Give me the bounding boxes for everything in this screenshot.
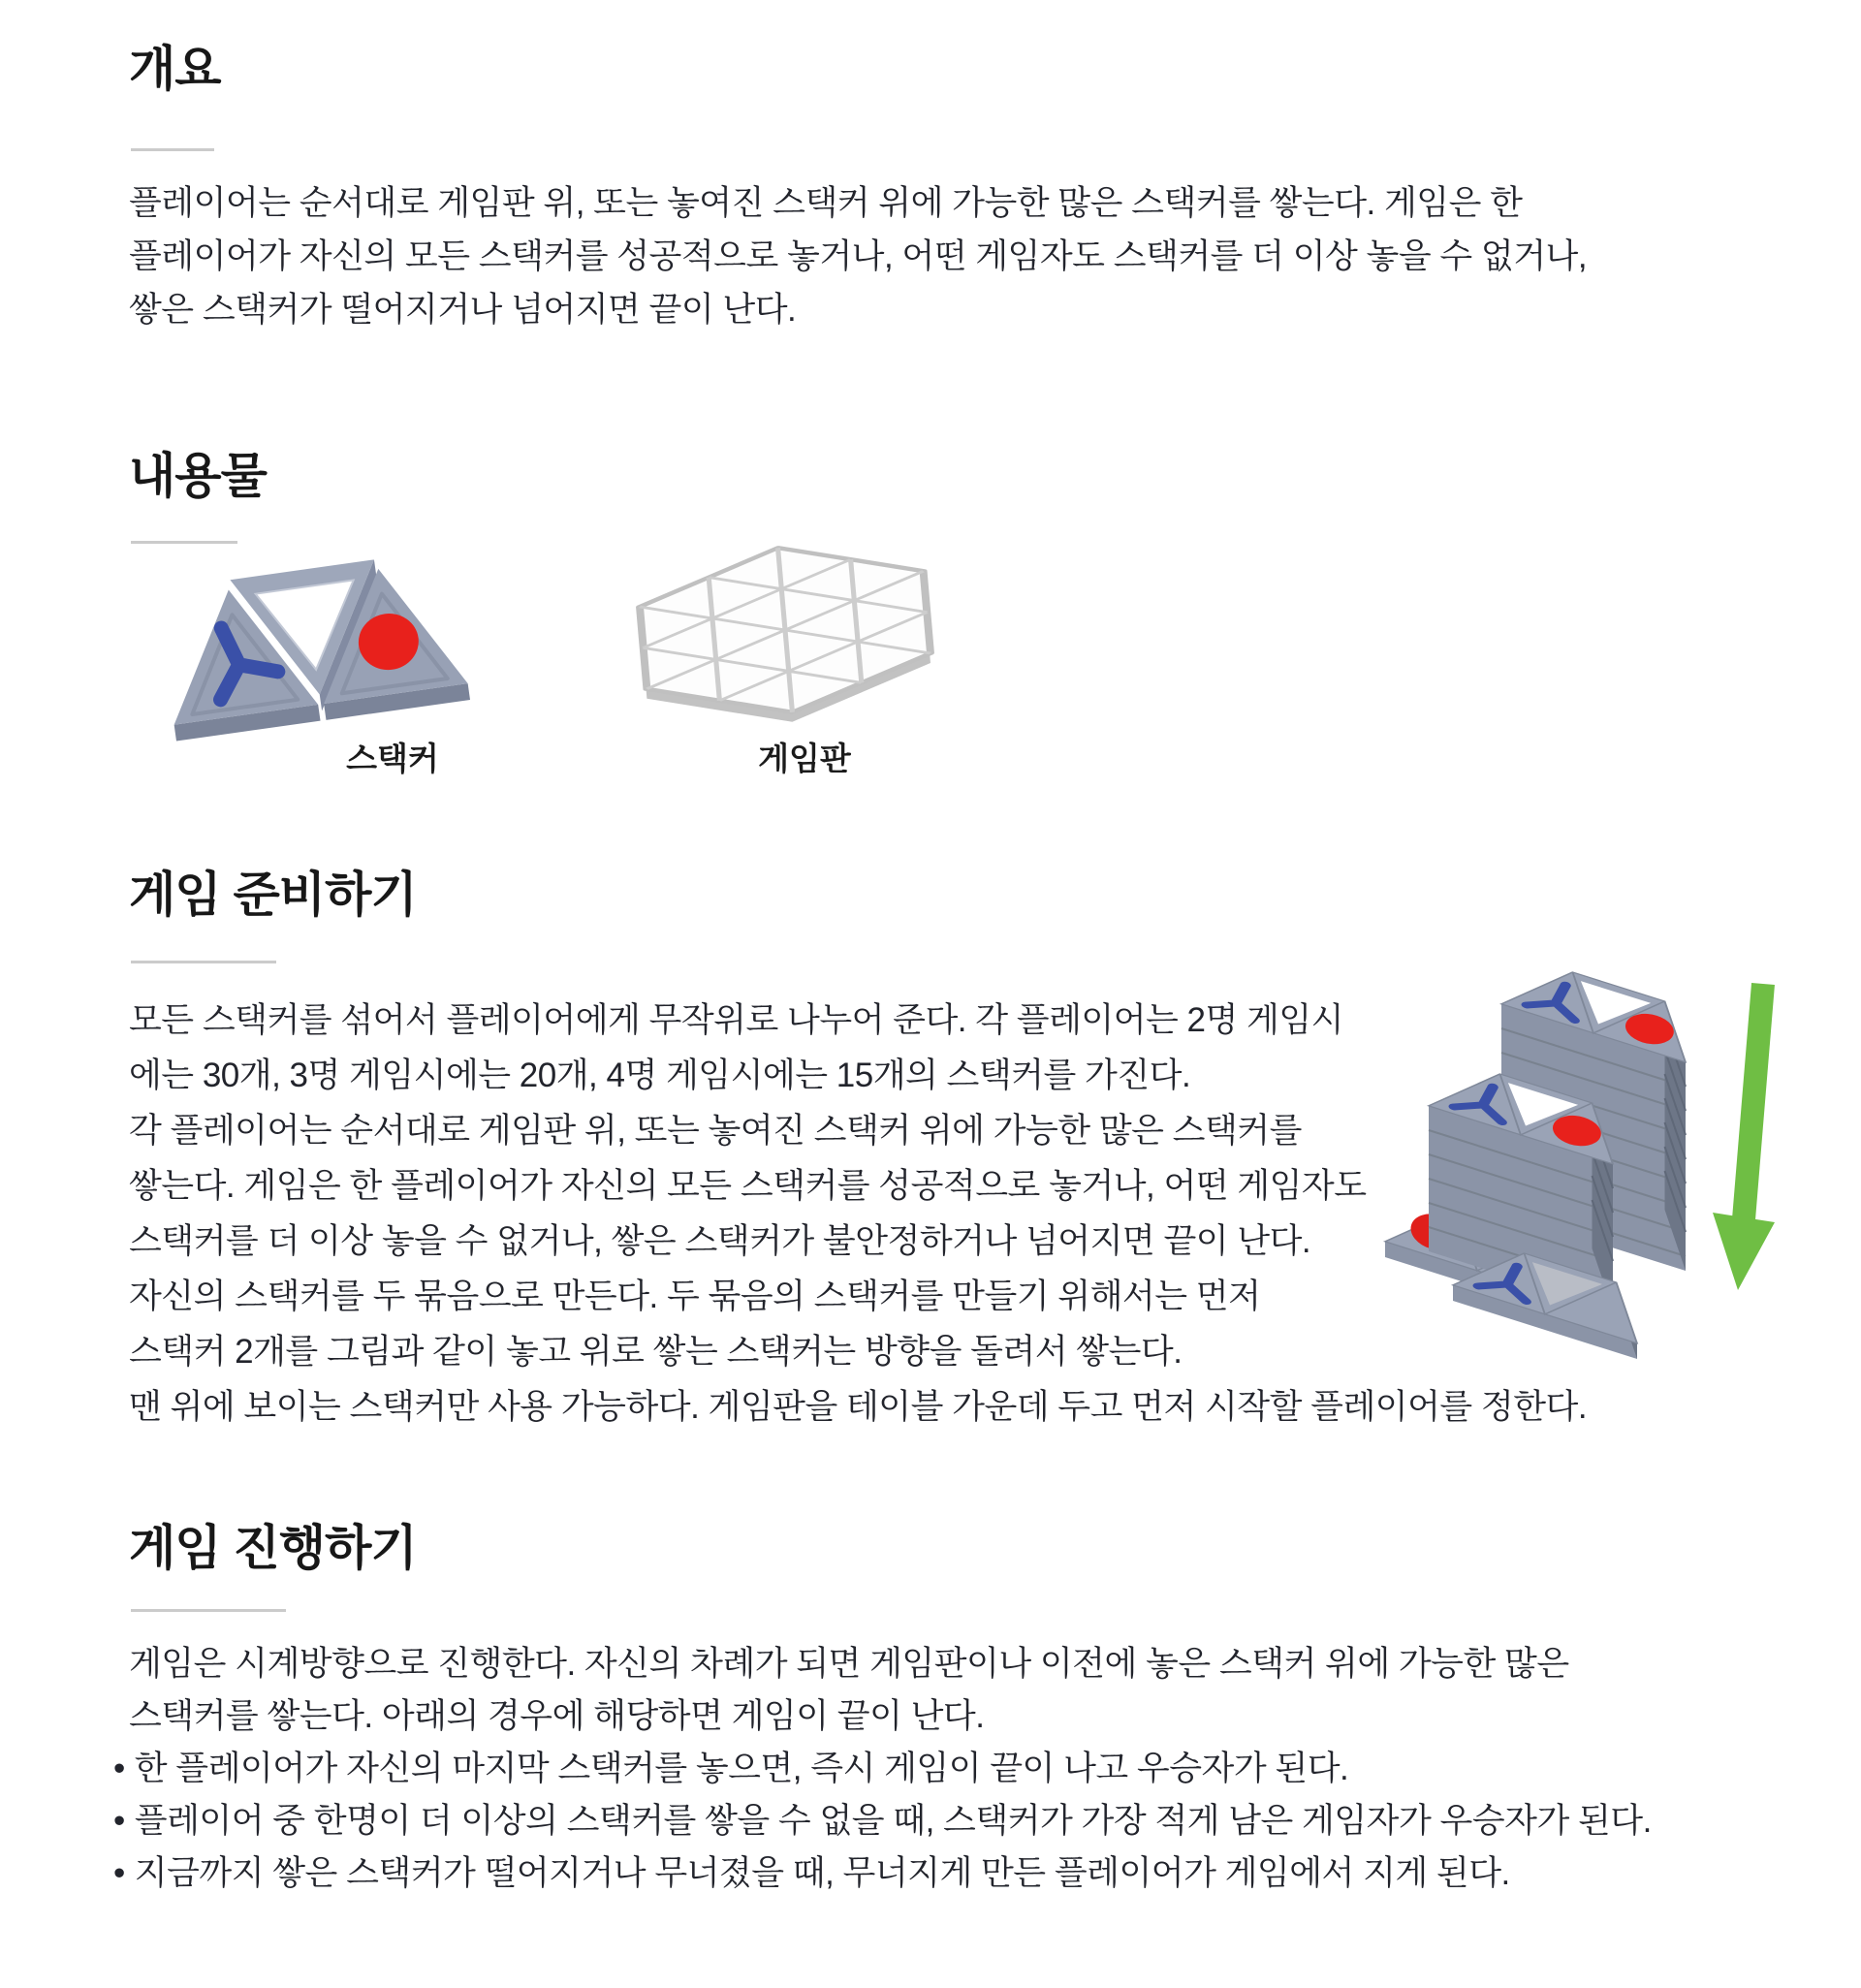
setup-line: 스택커 2개를 그림과 같이 놓고 위로 쌓는 스택커는 방향을 돌려서 쌓는다. <box>129 1333 1183 1371</box>
hex-board-lattice <box>615 519 955 737</box>
setup-line: 에는 30개, 3명 게임시에는 20개, 4명 게임시에는 15개의 스택커를 가진다. <box>129 1057 1191 1094</box>
overview-line: 플레이어는 순서대로 게임판 위, 또는 놓여진 스택커 위에 가능한 많은 스택커를 쌓는다. 게임은 한 <box>129 184 1523 222</box>
gameplay-line: 게임은 시계방향으로 진행한다. 자신의 차례가 되면 게임판이나 이전에 놓은 스택커 위에 가능한 많은 <box>129 1645 1569 1683</box>
setup-line: 각 플레이어는 순서대로 게임판 위, 또는 놓여진 스택커 위에 가능한 많은 스택커를 <box>129 1112 1302 1150</box>
bullet-icon: • <box>113 1854 125 1892</box>
gameplay-paragraph <box>113 1638 1652 1900</box>
gameplay-rule <box>131 1609 286 1612</box>
setup-line: 스택커를 더 이상 놓을 수 없거나, 쌓은 스택커가 불안정하거나 넘어지면 끝이 난다. <box>129 1222 1311 1260</box>
setup-rule <box>131 961 276 963</box>
overview-rule <box>131 148 214 151</box>
gameplay-bullet: • 한 플레이어가 자신의 마지막 스택커를 놓으면, 즉시 게임이 끝이 나고 우승자가 된다. <box>129 1743 1652 1795</box>
setup-line: 쌓는다. 게임은 한 플레이어가 자신의 모든 스택커를 성공적으로 놓거나, 어떤 게임자도 <box>129 1167 1367 1205</box>
game-board-image <box>615 516 955 737</box>
stacker-piece-image <box>145 539 504 747</box>
setup-illustration-image <box>1381 904 1822 1372</box>
overview-title: 개요 <box>129 42 221 96</box>
components-title: 내용물 <box>129 449 267 503</box>
bullet-icon: • <box>113 1802 125 1840</box>
overview-line: 플레이어가 자신의 모든 스택커를 성공적으로 놓거나, 어떤 게임자도 스택커를 더 이상 놓을 수 없거나, <box>129 237 1588 275</box>
overview-paragraph <box>129 176 1587 336</box>
gameplay-title: 게임 진행하기 <box>129 1521 417 1575</box>
setup-paragraph <box>129 993 1587 1435</box>
stacker-caption: 스택커 <box>346 741 439 776</box>
setup-line: 자신의 스택커를 두 묶음으로 만든다. 두 묶음의 스택커를 만들기 위해서는 먼저 <box>129 1278 1261 1315</box>
bullet-icon: • <box>113 1750 125 1787</box>
setup-line: 맨 위에 보이는 스택커만 사용 가능하다. 게임판을 테이블 가운데 두고 먼저 시작할 플레이어를 정한다. <box>129 1388 1588 1426</box>
board-caption: 게임판 <box>758 741 851 776</box>
gameplay-bullet: • 지금까지 쌓은 스택커가 떨어지거나 무너졌을 때, 무너지게 만든 플레이어가 게임에서 지게 된다. <box>129 1847 1652 1900</box>
gameplay-line: 스택커를 쌓는다. 아래의 경우에 해당하면 게임이 끝이 난다. <box>129 1697 985 1735</box>
gameplay-bullet: • 플레이어 중 한명이 더 이상의 스택커를 쌓을 수 없을 때, 스택커가 가장 적게 남은 게임자가 우승자가 된다. <box>129 1795 1652 1847</box>
setup-line: 모든 스택커를 섞어서 플레이어에게 무작위로 나누어 준다. 각 플레이어는 2명 게임시 <box>129 1001 1343 1039</box>
down-arrow-icon <box>1713 984 1775 1290</box>
overview-line: 쌓은 스택커가 떨어지거나 넘어지면 끝이 난다. <box>129 291 797 329</box>
setup-title: 게임 준비하기 <box>129 868 417 922</box>
